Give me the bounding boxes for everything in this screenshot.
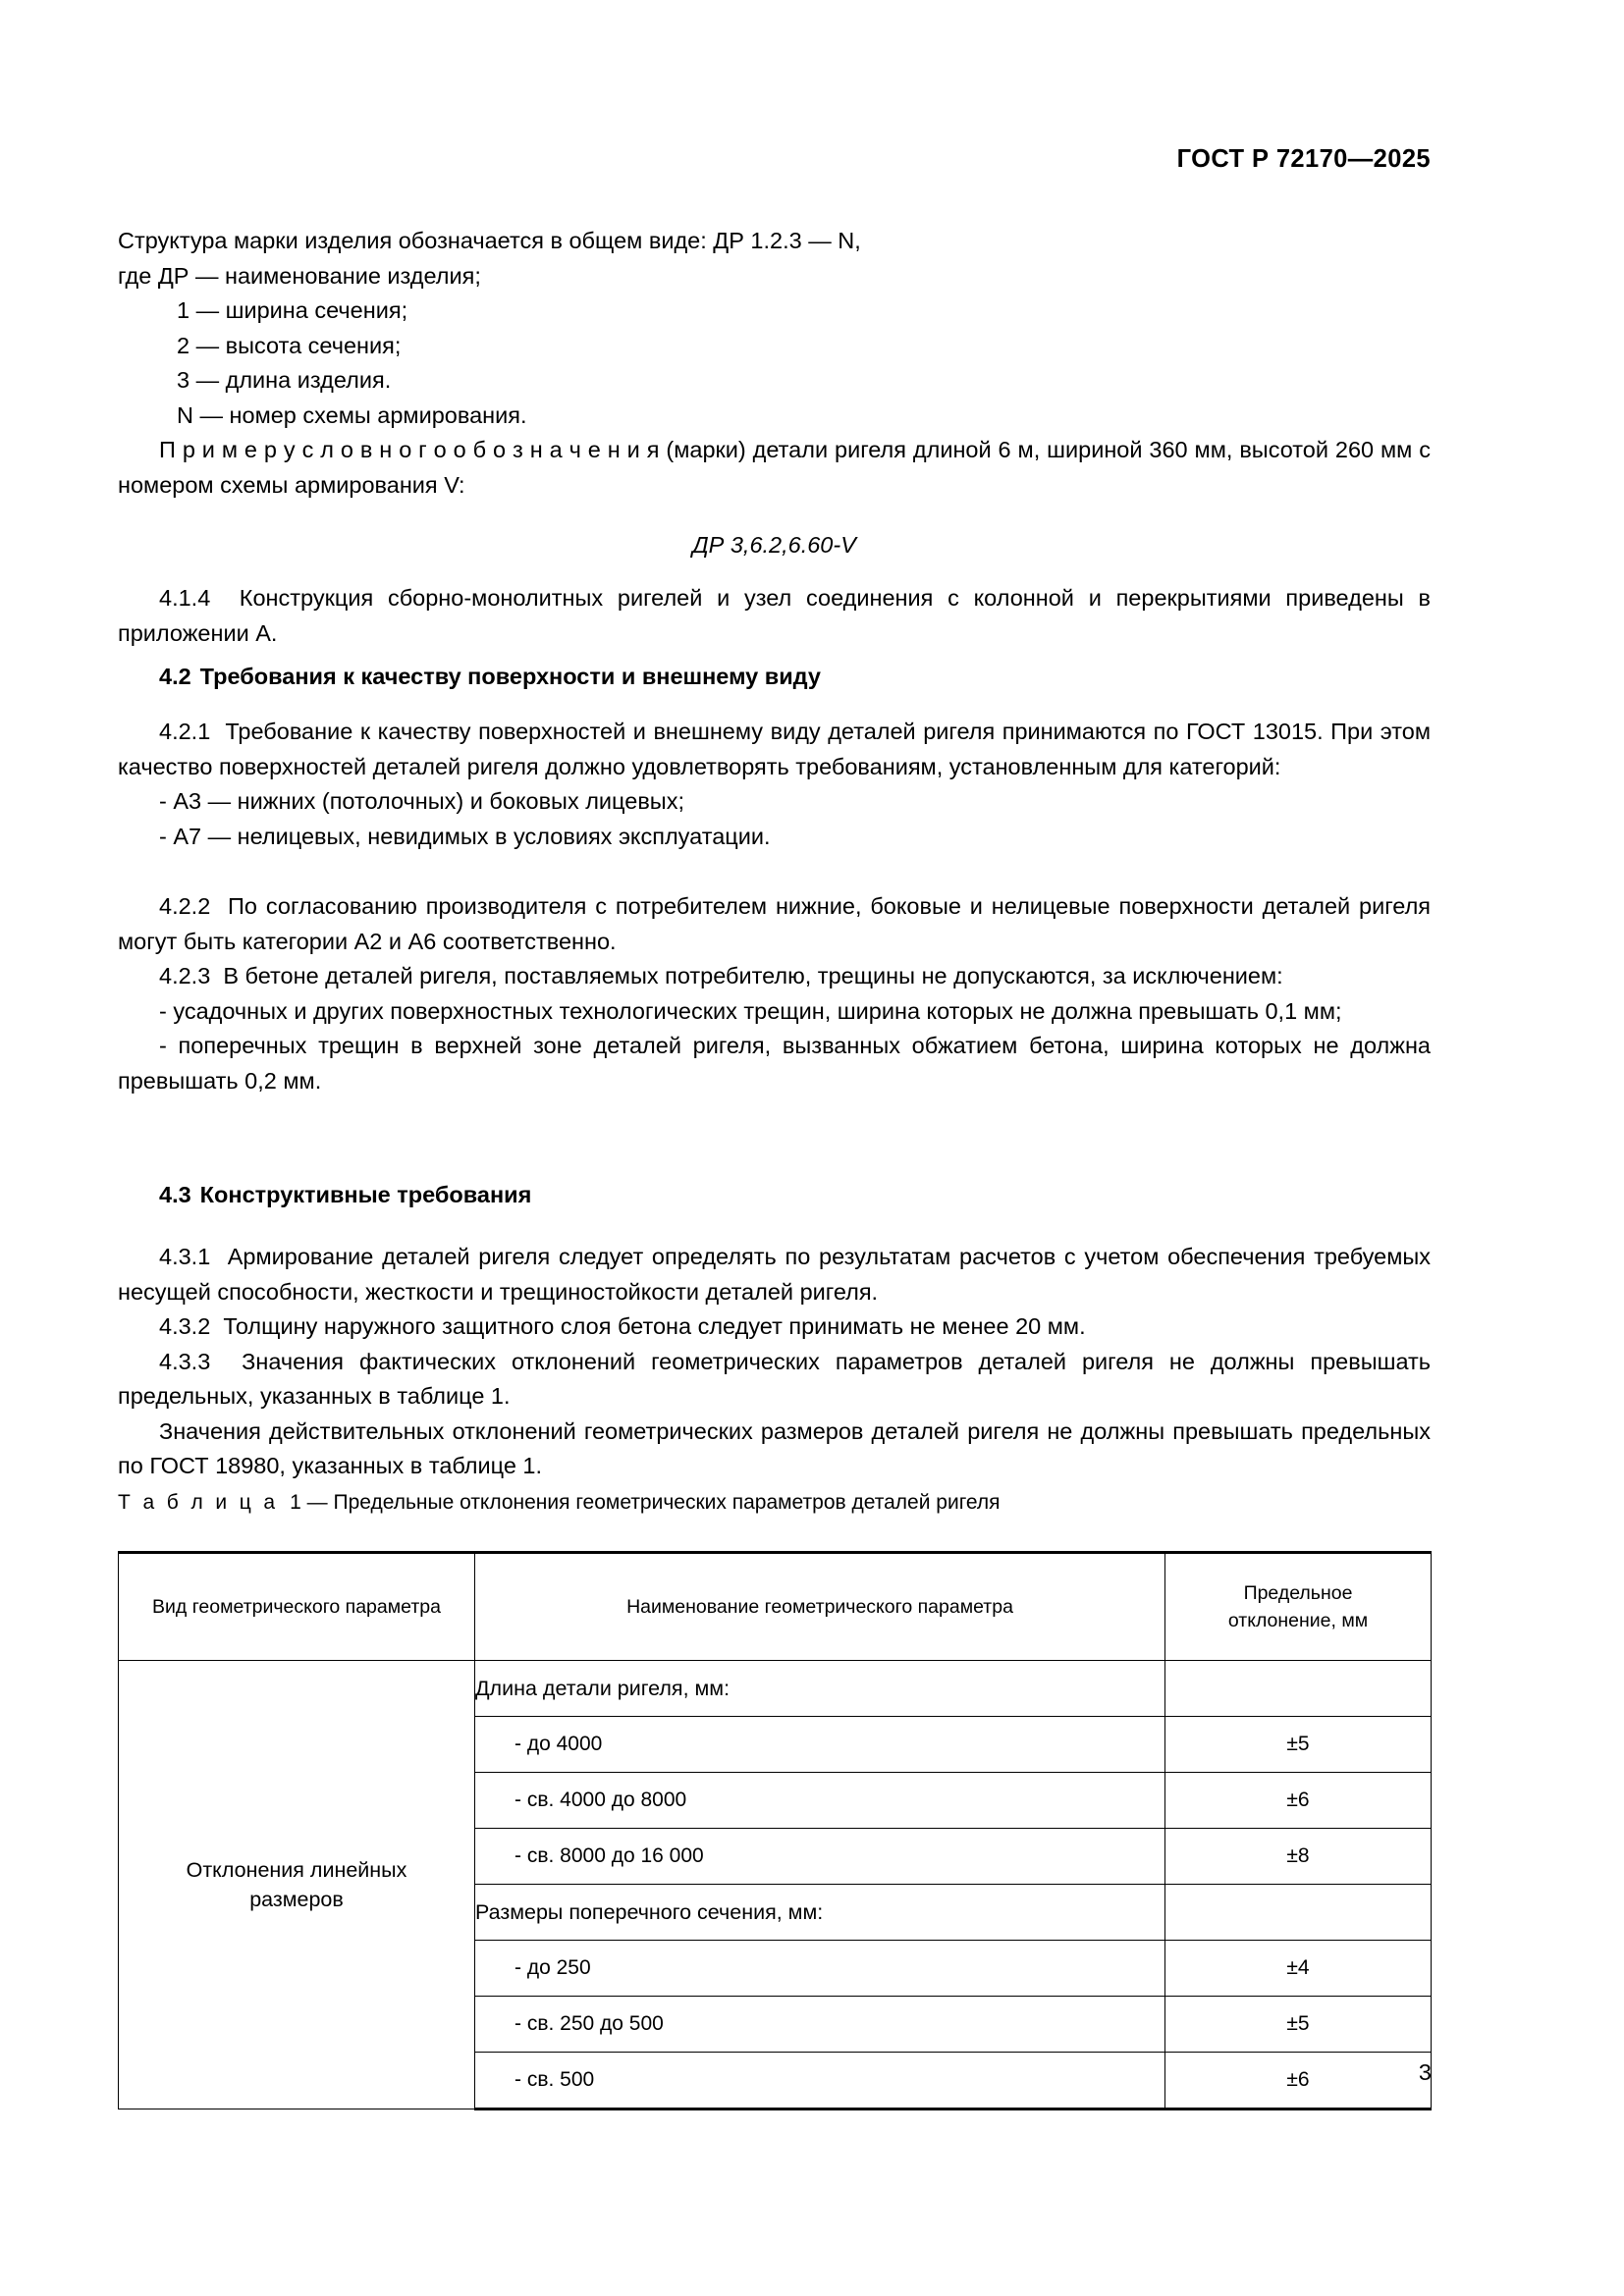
row-group-label-line2: размеров — [249, 1888, 344, 1911]
table-caption-number: 1 — [290, 1491, 301, 1514]
table-cell-param: - св. 4000 до 8000 — [475, 1773, 1165, 1829]
clause-4-2-3-text: В бетоне деталей ригеля, поставляемых потребителю, трещины не допускаются, за исключением: — [223, 963, 1283, 988]
clause-4-2-2-block — [118, 889, 1431, 959]
table-cell-param: - св. 250 до 500 — [475, 1997, 1165, 2053]
table-head — [119, 1553, 1432, 1661]
deviations-table — [118, 1551, 1432, 2110]
row-group-label-line1: Отклонения линейных — [186, 1858, 407, 1882]
table-row — [119, 1661, 1432, 1717]
table-cell-deviation: ±5 — [1165, 1717, 1432, 1773]
clause-4-3-3-text: Значения фактических отклонений геометрических параметров деталей ригеля не должны превышать предельных, указанных в таблице 1. — [118, 1348, 1431, 1409]
intro-item-2: 2 — высота сечения; — [177, 332, 402, 358]
table-header-deviation-line2: отклонение, мм — [1227, 1610, 1369, 1631]
clause-4-1-4-text: Конструкция сборно-монолитных ригелей и узел соединения с колонной и перекрытиями приведены в приложении А. — [118, 585, 1431, 646]
clause-4-3-3 — [118, 1345, 1431, 1415]
section-4-2-block — [118, 660, 1431, 695]
exception-item-2: - поперечных трещин в верхней зоне деталей ригеля, вызванных обжатием бетона, ширина которых не должна превышать 0,2 мм. — [118, 1033, 1431, 1094]
intro-item-1: 1 — ширина сечения; — [177, 297, 408, 323]
category-item-a3: - А3 — нижних (потолочных) и боковых лицевых; — [159, 788, 684, 814]
intro-line-1: Структура марки изделия обозначается в общем виде: ДР 1.2.3 — N, — [118, 228, 861, 253]
table-header-deviation — [1165, 1553, 1432, 1661]
example-label: П р и м е р у с л о в н о г о о б о з н а ч е н и я — [159, 437, 660, 462]
intro-line-2: где ДР — наименование изделия; — [118, 262, 481, 289]
table-cell-deviation — [1165, 1885, 1432, 1941]
table-header-parameter-name: Наименование геометрического параметра — [475, 1553, 1165, 1661]
clause-4-1-4-number: 4.1.4 — [159, 585, 211, 611]
exception-item-1: - усадочных и других поверхностных технологических трещин, ширина которых не должна превышать 0,1 мм; — [159, 997, 1342, 1024]
table-caption — [118, 1487, 1431, 1519]
section-4-3-body — [118, 1240, 1431, 1484]
clause-4-1-4-block — [118, 581, 1431, 651]
section-4-3-heading — [118, 1178, 1431, 1213]
example-text: (марки) детали ригеля длиной 6 м, шириной 360 мм, высотой 260 мм с номером схемы армирования V: — [118, 437, 1431, 498]
table-cell-param: Размеры поперечного сечения, мм: — [475, 1885, 1165, 1941]
clause-4-3-1-number: 4.3.1 — [159, 1244, 211, 1269]
clause-4-3-3-extra: Значения действительных отклонений геометрических размеров деталей ригеля не должны превышать предельных по ГОСТ 18980, указанных в таблице 1. — [118, 1417, 1431, 1478]
clause-4-2-2 — [118, 889, 1431, 959]
clause-4-2-3-number: 4.2.3 — [159, 963, 211, 988]
section-4-2-heading — [118, 660, 1431, 695]
table-cell-deviation: ±6 — [1165, 1773, 1432, 1829]
intro-item-3: 3 — длина изделия. — [177, 367, 392, 393]
clause-4-2-2-number: 4.2.2 — [159, 893, 211, 919]
clause-4-3-3-number: 4.3.3 — [159, 1348, 211, 1374]
table-wrapper — [118, 1551, 1431, 2110]
section-4-3-number: 4.3 — [159, 1182, 191, 1207]
table-cell-param: - до 4000 — [475, 1717, 1165, 1773]
running-header-standard-number: ГОСТ Р 72170—2025 — [1176, 145, 1431, 173]
clause-4-2-1-block — [118, 715, 1431, 854]
section-4-2-title: Требования к качеству поверхности и внешнему виду — [199, 664, 821, 689]
table-header-parameter-type: Вид геометрического параметра — [119, 1553, 475, 1661]
table-cell-deviation — [1165, 1661, 1432, 1717]
table-caption-block — [118, 1487, 1431, 1519]
intro-block — [118, 224, 1431, 563]
table-header-deviation-line1: Предельное — [1243, 1582, 1353, 1604]
clause-4-3-2-text: Толщину наружного защитного слоя бетона следует принимать не менее 20 мм. — [223, 1313, 1086, 1339]
table-cell-param: Длина детали ригеля, мм: — [475, 1661, 1165, 1717]
row-group-label — [119, 1661, 475, 2109]
table-cell-param: - до 250 — [475, 1941, 1165, 1997]
table-caption-text: — Предельные отклонения геометрических параметров деталей ригеля — [306, 1491, 1001, 1514]
clause-4-2-3 — [118, 959, 1431, 994]
table-cell-param: - св. 500 — [475, 2053, 1165, 2109]
example-paragraph — [118, 433, 1431, 503]
clause-4-3-2-number: 4.3.2 — [159, 1313, 211, 1339]
table-cell-deviation: ±8 — [1165, 1829, 1432, 1885]
clause-4-2-1-text: Требование к качеству поверхностей и внешнему виду деталей ригеля принимаются по ГОСТ 13015. При этом качество поверхностей деталей ригеля должно удовлетворять требованиям, установленным для категорий: — [118, 719, 1431, 779]
clause-4-3-1 — [118, 1240, 1431, 1309]
section-4-2-number: 4.2 — [159, 664, 191, 689]
table-cell-deviation: ±4 — [1165, 1941, 1432, 1997]
clause-4-2-1-number: 4.2.1 — [159, 719, 211, 744]
table-cell-param: - св. 8000 до 16 000 — [475, 1829, 1165, 1885]
section-4-3-title: Конструктивные требования — [199, 1182, 532, 1207]
clause-4-2-2-text: По согласованию производителя с потребителем нижние, боковые и нелицевые поверхности деталей ригеля могут быть категории А2 и А6 соответственно. — [118, 893, 1432, 954]
example-mark: ДР 3,6.2,6.60-V — [692, 532, 856, 558]
table-header-row — [119, 1553, 1432, 1661]
table-caption-word: Т а б л и ц а — [118, 1491, 279, 1514]
clause-4-2-3-block — [118, 959, 1431, 1098]
section-4-3-block — [118, 1178, 1431, 1213]
table-cell-deviation: ±5 — [1165, 1997, 1432, 2053]
clause-4-3-2 — [118, 1309, 1431, 1345]
intro-item-4: N — номер схемы армирования. — [177, 401, 527, 428]
page-number: 3 — [1418, 2059, 1432, 2085]
category-item-a7: - А7 — нелицевых, невидимых в условиях эксплуатации. — [159, 823, 771, 849]
clause-4-3-1-text: Армирование деталей ригеля следует определять по результатам расчетов с учетом обеспечения требуемых несущей способности, жесткости и трещиностойкости деталей ригеля. — [118, 1244, 1431, 1305]
clause-4-2-1 — [118, 715, 1431, 784]
table-cell-deviation: ±6 — [1165, 2053, 1432, 2109]
clause-4-1-4 — [118, 581, 1431, 651]
table-body — [119, 1661, 1432, 2109]
